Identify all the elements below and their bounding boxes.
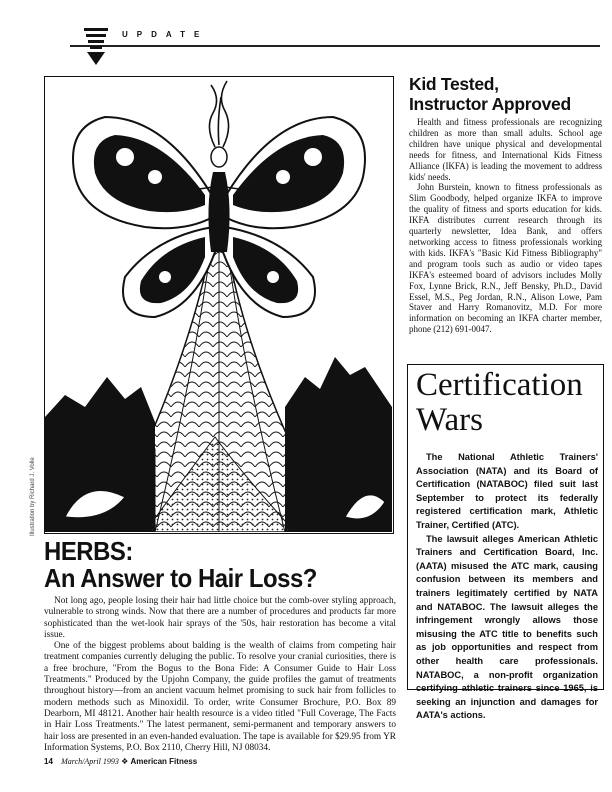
- herbs-article-title: [44, 538, 375, 592]
- herbs-paragraph-2: One of the biggest problems about balding is the wealth of claims from competing hair treatment companies currently deluging the public. To resolve your cranial curiosities, there is a free brochure, "From the Bogus to the Bona Fide: A Consumer Guide to Hair Loss Treatments." Produced by the Upjohn Company, the guide profiles the gamut of treatments throughout history—from an ancient vacuum helmet promising to suck hair from follicles to modern methods such as Minoxidil. To order, write Consumer Brochure, P.O. Box 89 Dearborn, MI 48121. Another hair health resource is a video titled "Full Coverage, The Facts in Hair Loss Treatments." The latest permanent, semi-permanent and temporary answers to hair loss are presented in an even-handed evaluation. The tape is available for $29.95 from YR Information Systems, P.O. Box 2110, Cherry Hill, NJ 08034.: [44, 641, 396, 753]
- herbs-title-line2: An Answer to Hair Loss?: [44, 563, 317, 593]
- magazine-logo-icon: [84, 28, 108, 66]
- illustration-credit: Illustration by Richard J. Volle: [30, 457, 36, 536]
- herbs-paragraph-1: Not long ago, people losing their hair had little choice but the comb-over styling approach, vulnerable to strong winds. Now that there are a number of procedures and products far more sophisticated than the wet-look hair sprays of the '50s, hair restoration has become a vital issue.: [44, 596, 396, 640]
- kid-paragraph-2: John Burstein, known to fitness professionals as Slim Goodbody, helped organize IKFA to improve the quality of fitness and sports education for kids. IKFA distributes current research through its quarterly newsletter, Idea Bank, and offers networking access to fitness professionals working with kids. IKFA's "Basic Kid Fitness Bibliography" and program tools such as audio or video tapes IKFA's esteemed board of advisors includes Molly Fox, Lynne Brick, R.N., Jeff Bensky, Ph.D., David Essel, M.S., Peg Jordan, R.N., Alison Lowe, Pam Staver and Harry Romanovitz, M.D. For more information on becoming an IKFA charter member, phone (212) 691-0047.: [409, 182, 602, 335]
- cert-paragraph-2: The lawsuit alleges American Athletic Trainers and Certification Board, Inc. (AATA) misused the ATC mark, causing confusion between its members and trainers legitimately certified by NATA and NATABOC. The lawsuit alleges the infringement wrongly allows those misusing the ATC title to benefits such as job opportunities and respect from other health care professionals. NATABOC, a non-profit organization certifying athletic trainers since 1965, is seeking an injunction and damages for AATA's actions.: [416, 533, 598, 721]
- page-footer: [44, 757, 197, 766]
- footer-separator-icon: ❖: [121, 757, 129, 766]
- magazine-name: American Fitness: [130, 757, 198, 766]
- kid-paragraph-1: Health and fitness professionals are recognizing children as more than small adults. School age children have unique physical and developmental needs for fitness, and International Kids Fitness Alliance (IKFA) is leading the movement to address kids' needs.: [409, 117, 602, 182]
- kid-article-body: [409, 117, 602, 335]
- herbs-article-body: [44, 596, 396, 754]
- cert-title-line1: Certification: [416, 367, 583, 403]
- butterfly-woman-illustration: [44, 76, 394, 534]
- cert-article-body: [416, 451, 598, 723]
- section-label: UPDATE: [122, 30, 209, 39]
- kid-title-line2: Instructor Approved: [409, 94, 571, 114]
- header-rule: [70, 45, 600, 47]
- page-number: 14: [44, 757, 53, 766]
- cert-article-title: [416, 368, 583, 438]
- cert-title-line2: Wars: [416, 402, 483, 438]
- kid-title-line1: Kid Tested,: [409, 74, 499, 94]
- kid-article-title: [409, 74, 604, 114]
- cert-paragraph-1: The National Athletic Trainers' Association (NATA) and its Board of Certification (NATABOC) filed suit last September to protect its federally registered certification mark, Athletic Trainer, Certified (ATC).: [416, 452, 598, 530]
- issue-date: March/April 1993: [61, 757, 119, 766]
- herbs-title-line1: HERBS:: [44, 536, 133, 566]
